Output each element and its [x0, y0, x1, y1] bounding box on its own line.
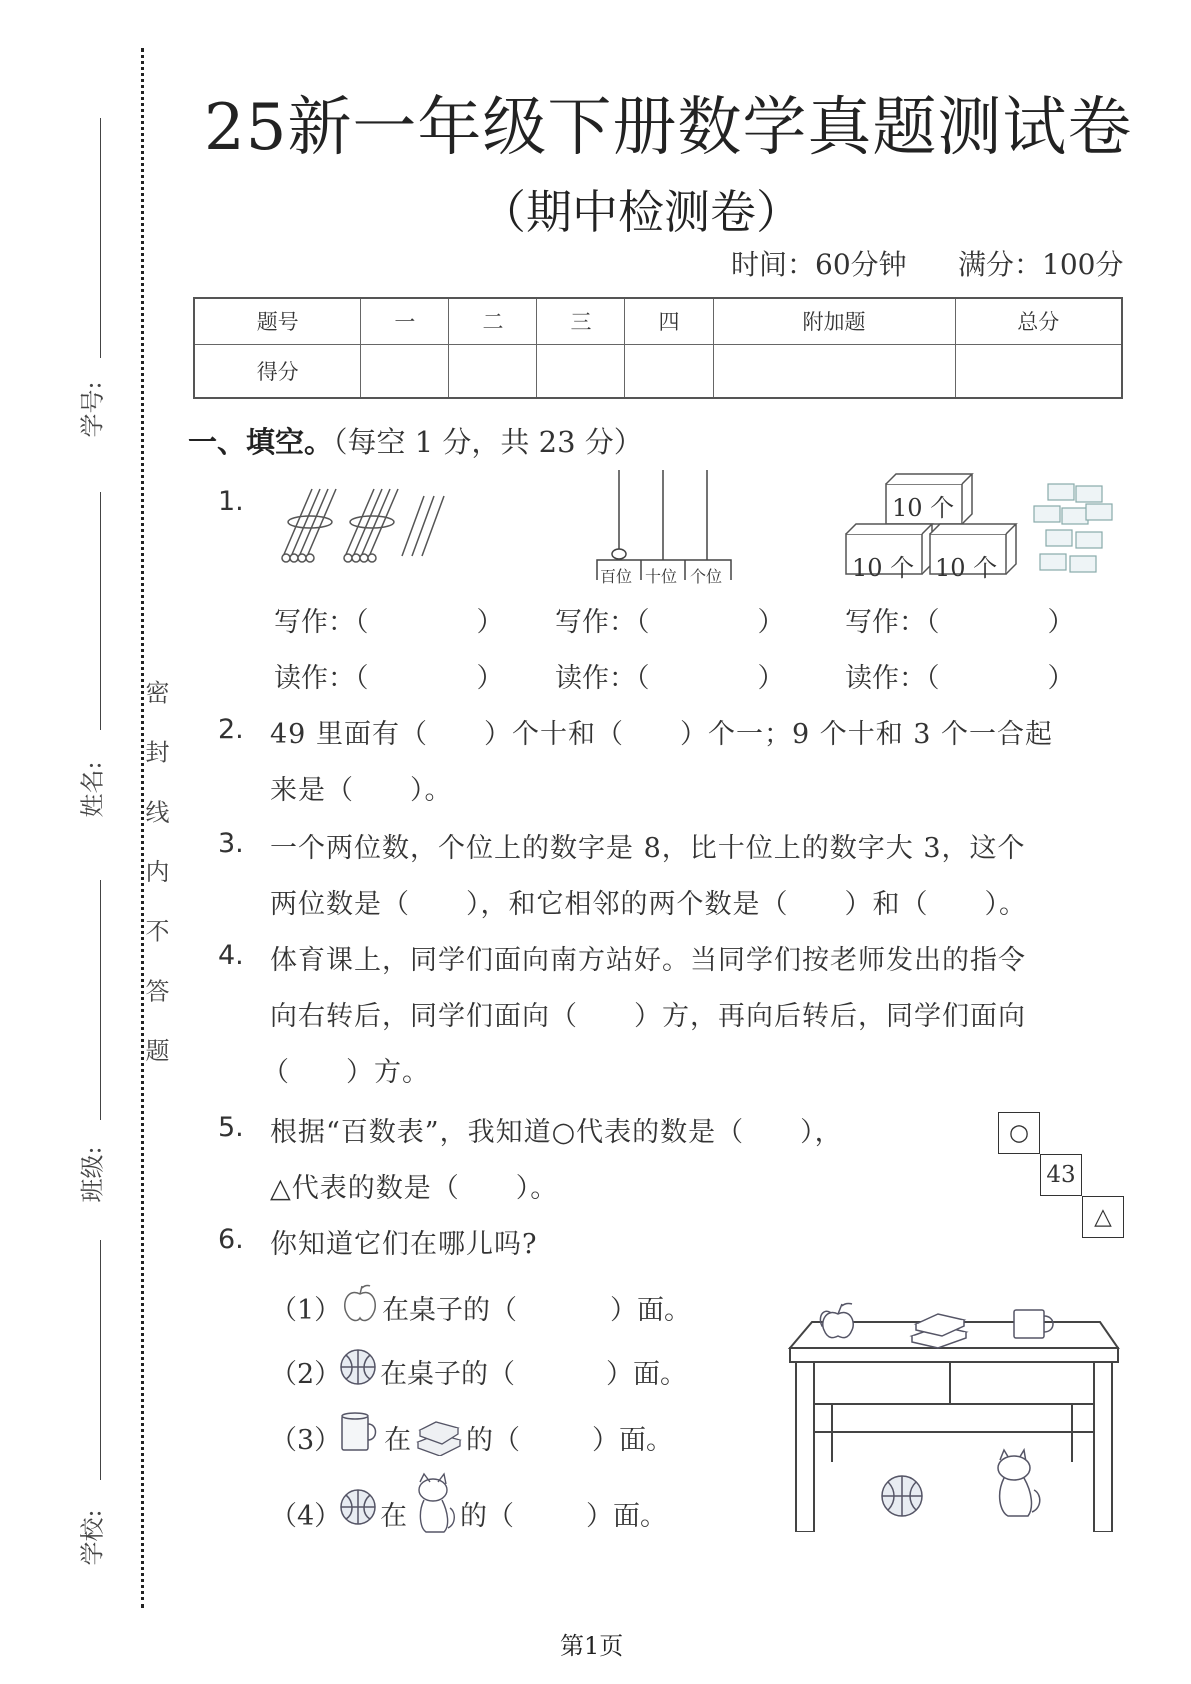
- score-header-cell: 二: [449, 298, 537, 344]
- page-subtitle: （期中检测卷）: [480, 185, 802, 239]
- cat-icon: [410, 1472, 458, 1538]
- student-id-line: [100, 118, 101, 358]
- apple-icon: [340, 1282, 380, 1324]
- section-note: （每空 1 分，共 23 分）: [333, 425, 643, 459]
- score-cell[interactable]: [955, 344, 1122, 398]
- q6-question: 你知道它们在哪儿吗?: [270, 1229, 538, 1260]
- full-score: 满分：100分: [958, 248, 1124, 281]
- q6-item-text: ）面。: [610, 1295, 691, 1326]
- hundred-chart-43-cell: 43: [1040, 1154, 1082, 1196]
- abacus-label-ones: 个位: [690, 567, 723, 586]
- q1-read-answer[interactable]: 读作：（ ）: [845, 663, 1075, 694]
- section-title: 一、填空。: [188, 425, 334, 459]
- score-table: [193, 297, 1123, 399]
- desk-illustration: [782, 1300, 1122, 1532]
- score-cell[interactable]: [625, 344, 713, 398]
- q6-item-text: 在桌子的（: [380, 1359, 515, 1390]
- q1-write-answer[interactable]: 写作：（ ）: [845, 607, 1075, 638]
- q2-line2: 来是（ ）。: [270, 775, 453, 806]
- score-header-cell: 四: [625, 298, 713, 344]
- score-header-cell: 三: [537, 298, 625, 344]
- school-line: [100, 1240, 101, 1480]
- score-row-label: 得分: [194, 344, 361, 398]
- class-line: [100, 880, 101, 1120]
- q6-number: 6.: [218, 1224, 244, 1255]
- sticks-bundle-icon: [272, 484, 452, 574]
- q6-item-text: 的（: [460, 1501, 514, 1532]
- hundred-chart-circle-cell: ○: [998, 1112, 1040, 1154]
- q5-number: 5.: [218, 1112, 244, 1143]
- score-header-cell: 一: [361, 298, 449, 344]
- q4-line1: 体育课上，同学们面向南方站好。当同学们按老师发出的指令: [270, 945, 1026, 976]
- score-cell[interactable]: [713, 344, 955, 398]
- hundred-chart-triangle-cell: △: [1082, 1196, 1124, 1238]
- cup-icon: [338, 1410, 380, 1454]
- q6-item-num: （2）: [270, 1359, 342, 1390]
- q2-number: 2.: [218, 714, 244, 745]
- small-boxes-icon: [1032, 478, 1116, 578]
- page-title: 25新一年级下册数学真题测试卷: [204, 91, 1133, 165]
- score-cell[interactable]: [537, 344, 625, 398]
- q6-item-text: 在: [380, 1501, 407, 1532]
- box-label: 10 个: [935, 554, 998, 582]
- score-cell[interactable]: [449, 344, 537, 398]
- q1-write-answer[interactable]: 写作：（ ）: [274, 607, 504, 638]
- abacus-label-hundreds: 百位: [600, 567, 633, 586]
- q6-item-text: ）面。: [606, 1359, 687, 1390]
- exam-time: 时间：60分钟: [731, 248, 907, 281]
- q2-line1: 49 里面有（ ）个十和（ ）个一；9 个十和 3 个一合起: [270, 719, 1054, 750]
- basketball-icon: [338, 1486, 378, 1528]
- box-label: 10 个: [852, 554, 915, 582]
- q6-item-num: （4）: [270, 1501, 342, 1532]
- q6-item-text: 在: [384, 1425, 411, 1456]
- q6-item-num: （3）: [270, 1425, 342, 1456]
- score-header-cell: 总分: [955, 298, 1122, 344]
- abacus-label-tens: 十位: [645, 567, 678, 586]
- q1-write-answer[interactable]: 写作：（ ）: [555, 607, 785, 638]
- q1-read-answer[interactable]: 读作：（ ）: [555, 663, 785, 694]
- q6-item-text: 在桌子的（: [382, 1295, 517, 1326]
- books-icon: [414, 1412, 464, 1456]
- q5-line2: △代表的数是（ ）。: [270, 1173, 559, 1204]
- q4-line2: 向右转后，同学们面向（ ）方，再向后转后，同学们面向: [270, 1001, 1026, 1032]
- q3-number: 3.: [218, 828, 244, 859]
- score-header-cell: 题号: [194, 298, 361, 344]
- name-label: 姓名:: [78, 761, 107, 818]
- q6-item-text: ）面。: [592, 1425, 673, 1456]
- q3-line2: 两位数是（ ），和它相邻的两个数是（ ）和（ ）。: [270, 889, 1027, 920]
- basketball-icon: [338, 1346, 378, 1388]
- q5-line1: 根据“百数表”，我知道○代表的数是（ ），: [270, 1117, 843, 1148]
- seal-text: 密 封 线 内 不 答 题: [141, 680, 169, 1076]
- q1-number: 1.: [218, 486, 244, 517]
- q6-item-text: 的（: [466, 1425, 520, 1456]
- q4-number: 4.: [218, 940, 244, 971]
- q6-item-num: （1）: [270, 1295, 342, 1326]
- q6-item-text: ）面。: [586, 1501, 667, 1532]
- section-heading: [188, 420, 643, 461]
- class-label: 班级:: [78, 1146, 107, 1203]
- student-id-label: 学号:: [78, 381, 107, 438]
- score-cell[interactable]: [361, 344, 449, 398]
- name-line: [100, 492, 101, 730]
- q4-line3: （ ）方。: [262, 1057, 430, 1088]
- school-label: 学校:: [78, 1509, 107, 1566]
- q3-line1: 一个两位数，个位上的数字是 8，比十位上的数字大 3，这个: [270, 833, 1026, 864]
- box-label: 10 个: [892, 494, 955, 522]
- q1-read-answer[interactable]: 读作：（ ）: [274, 663, 504, 694]
- score-header-cell: 附加题: [713, 298, 955, 344]
- page-number: 第1页: [560, 1632, 624, 1660]
